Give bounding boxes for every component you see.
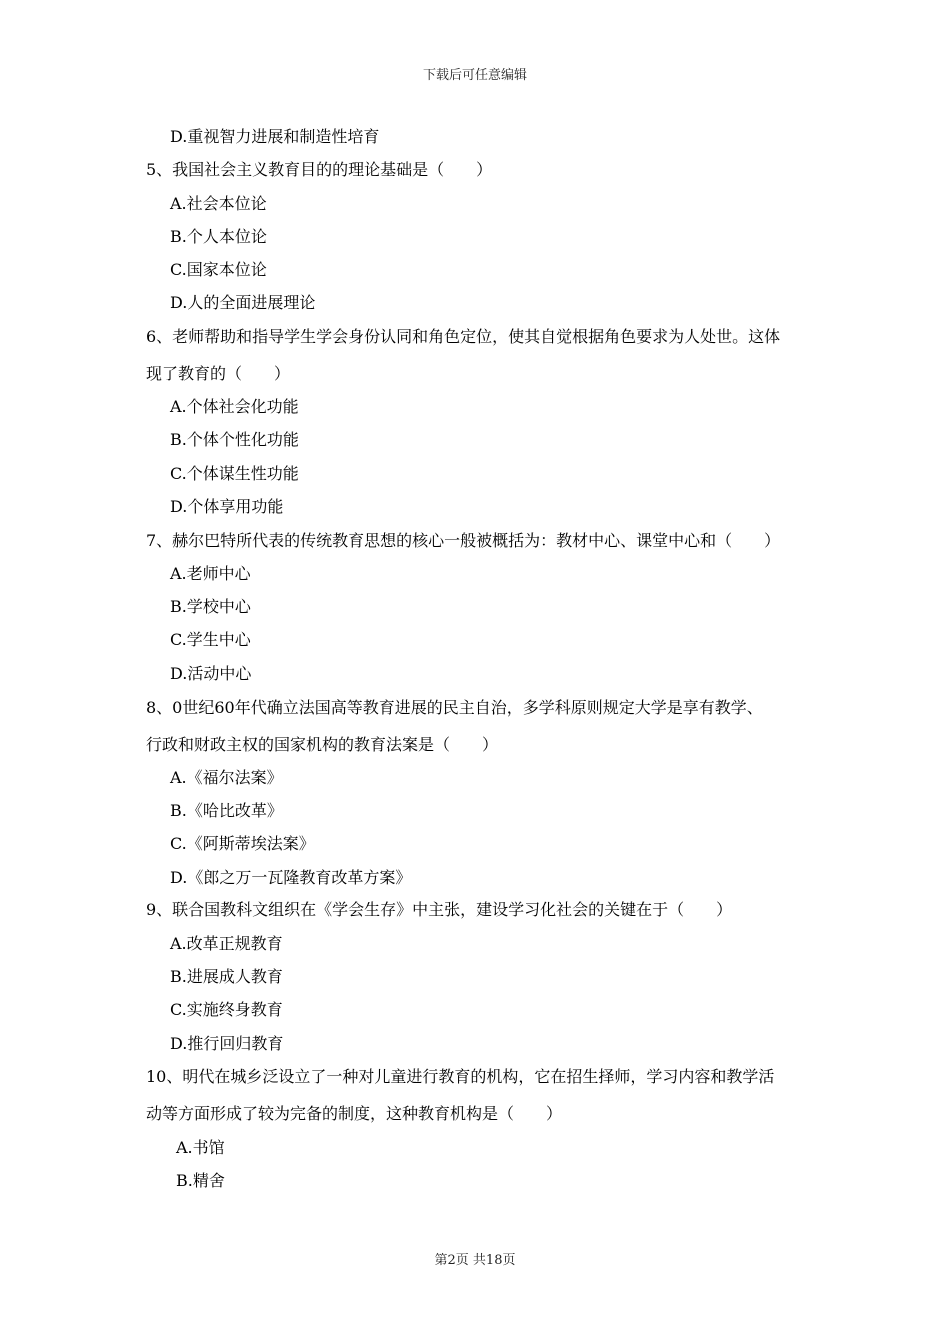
question-text: 现了教育的（ ） — [146, 364, 291, 383]
answer-option: A.个体社会化功能 — [170, 397, 299, 416]
answer-option: D.个体享用功能 — [170, 497, 284, 516]
question-text: 10、明代在城乡泛设立了一种对儿童进行教育的机构，它在招生择师，学习内容和教学活 — [146, 1067, 775, 1086]
answer-option: B.精舍 — [176, 1171, 225, 1190]
answer-option: C.个体谋生性功能 — [170, 464, 299, 483]
answer-option: D.推行回归教育 — [170, 1034, 284, 1053]
answer-option: D.人的全面进展理论 — [170, 293, 316, 312]
answer-option: C.学生中心 — [170, 630, 251, 649]
answer-option: C.《阿斯蒂埃法案》 — [170, 834, 315, 853]
answer-option: C.实施终身教育 — [170, 1000, 283, 1019]
answer-option: A.社会本位论 — [170, 194, 267, 213]
page-header: 下载后可任意编辑 — [422, 68, 527, 83]
page-footer: 第2页 共18页 — [434, 1253, 516, 1268]
answer-option: D.重视智力进展和制造性培育 — [170, 127, 380, 146]
answer-option: B.进展成人教育 — [170, 967, 283, 986]
question-text: 9、联合国教科文组织在《学会生存》中主张，建设学习化社会的关键在于（ ） — [146, 900, 733, 919]
answer-option: B.个人本位论 — [170, 227, 267, 246]
question-text: 行政和财政主权的国家机构的教育法案是（ ） — [146, 735, 499, 754]
question-text: 6、老师帮助和指导学生学会身份认同和角色定位，使其自觉根据角色要求为人处世。这体 — [146, 327, 781, 346]
answer-option: C.国家本位论 — [170, 260, 267, 279]
answer-option: A.书馆 — [176, 1138, 225, 1157]
question-text: 动等方面形成了较为完备的制度，这种教育机构是（ ） — [146, 1104, 563, 1123]
answer-option: D.《郎之万一瓦隆教育改革方案》 — [170, 868, 412, 887]
answer-option: D.活动中心 — [170, 664, 252, 683]
answer-option: B.个体个性化功能 — [170, 430, 299, 449]
answer-option: A.改革正规教育 — [170, 934, 283, 953]
answer-option: B.《哈比改革》 — [170, 801, 283, 820]
question-text: 8、0世纪60年代确立法国高等教育进展的民主自治，多学科原则规定大学是享有教学、 — [146, 698, 763, 717]
question-text: 7、赫尔巴特所代表的传统教育思想的核心一般被概括为：教材中心、课堂中心和（ ） — [146, 531, 781, 550]
question-text: 5、我国社会主义教育目的的理论基础是（ ） — [146, 160, 493, 179]
answer-option: A.《福尔法案》 — [170, 768, 283, 787]
answer-option: A.老师中心 — [170, 564, 251, 583]
answer-option: B.学校中心 — [170, 597, 251, 616]
